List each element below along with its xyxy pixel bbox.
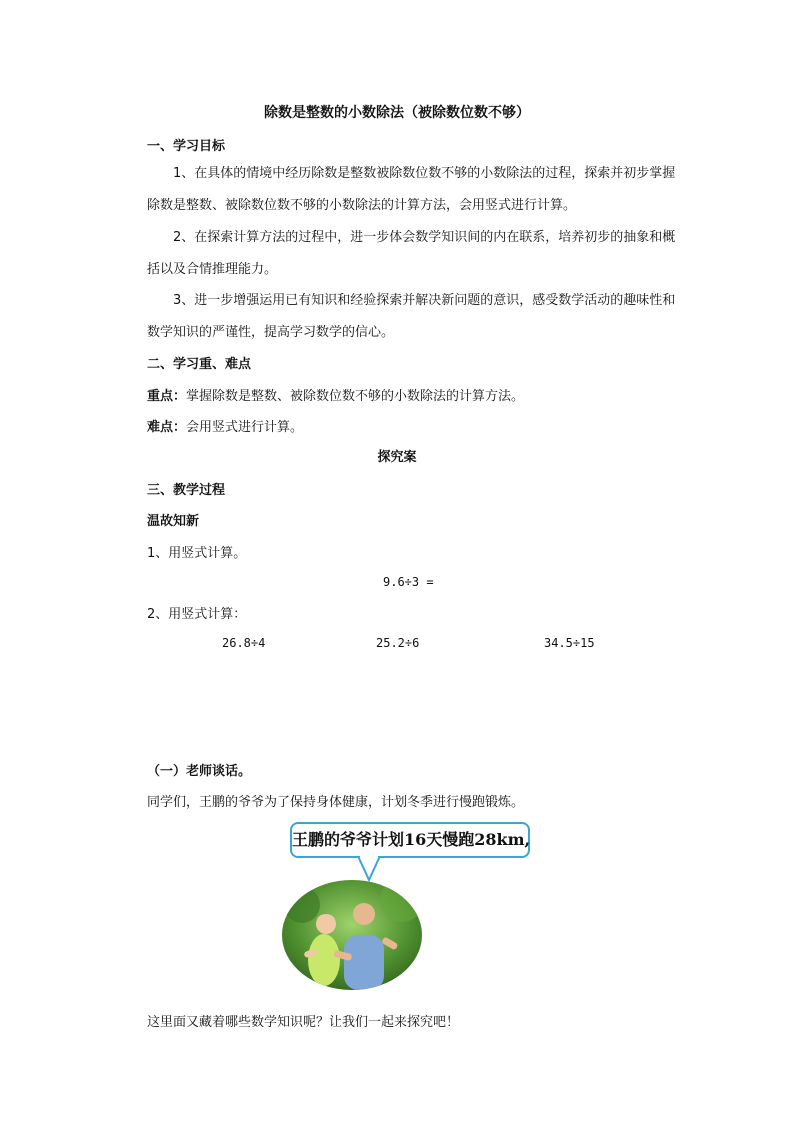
difficult-point-label: 难点： <box>147 420 187 435</box>
review-heading: 温故知新 <box>147 514 200 529</box>
key-point-label: 重点： <box>147 389 187 404</box>
difficult-point <box>147 416 303 435</box>
key-point-text: 掌握除数是整数、被除数位数不够的小数除法的计算方法。 <box>186 389 525 404</box>
difficult-point-text: 会用竖式进行计算。 <box>186 420 304 435</box>
part-1-intro: 同学们，王鹏的爷爷为了保持身体健康，计划冬季进行慢跑锻炼。 <box>147 795 525 810</box>
jogging-couple-illustration <box>282 880 422 990</box>
speech-bubble: 王鹏的爷爷计划16天慢跑28km, <box>290 822 530 858</box>
section-heading-process: 三、教学过程 <box>147 483 226 498</box>
section-heading-keypoints: 二、学习重、难点 <box>147 357 252 372</box>
goal-1: 1、在具体的情境中经历除数是整数被除数位数不够的小数除法的过程，探索并初步掌握除数是整数、被除数位数不够的小数除法的计算方法，会用竖式进行计算。 <box>147 166 676 213</box>
page-title: 除数是整数的小数除法（被除数位数不够） <box>264 105 530 121</box>
key-point <box>147 385 524 404</box>
explore-title: 探究案 <box>377 450 417 465</box>
section-heading-goals: 一、学习目标 <box>147 139 226 154</box>
question-2: 2、用竖式计算： <box>147 607 247 622</box>
question-1-expression: 9.6÷3 = <box>383 575 434 589</box>
goal-2: 2、在探索计算方法的过程中，进一步体会数学知识间的内在联系，培养初步的抽象和概括以及合情推理能力。 <box>147 230 676 277</box>
question-2-expression-a: 26.8÷4 <box>222 636 266 650</box>
question-2-expression-b: 25.2÷6 <box>376 636 420 650</box>
goal-3: 3、进一步增强运用已有知识和经验探索并解决新问题的意识，感受数学活动的趣味性和数学知识的严谨性，提高学习数学的信心。 <box>147 293 676 340</box>
part-1-heading: （一）老师谈话。 <box>147 764 252 779</box>
question-1: 1、用竖式计算。 <box>147 546 247 561</box>
question-2-expression-c: 34.5÷15 <box>544 636 595 650</box>
jogging-couple-icon <box>282 880 422 990</box>
closing-text: 这里面又藏着哪些数学知识呢？让我们一起来探究吧！ <box>147 1015 460 1030</box>
speech-bubble-tail <box>356 856 382 882</box>
